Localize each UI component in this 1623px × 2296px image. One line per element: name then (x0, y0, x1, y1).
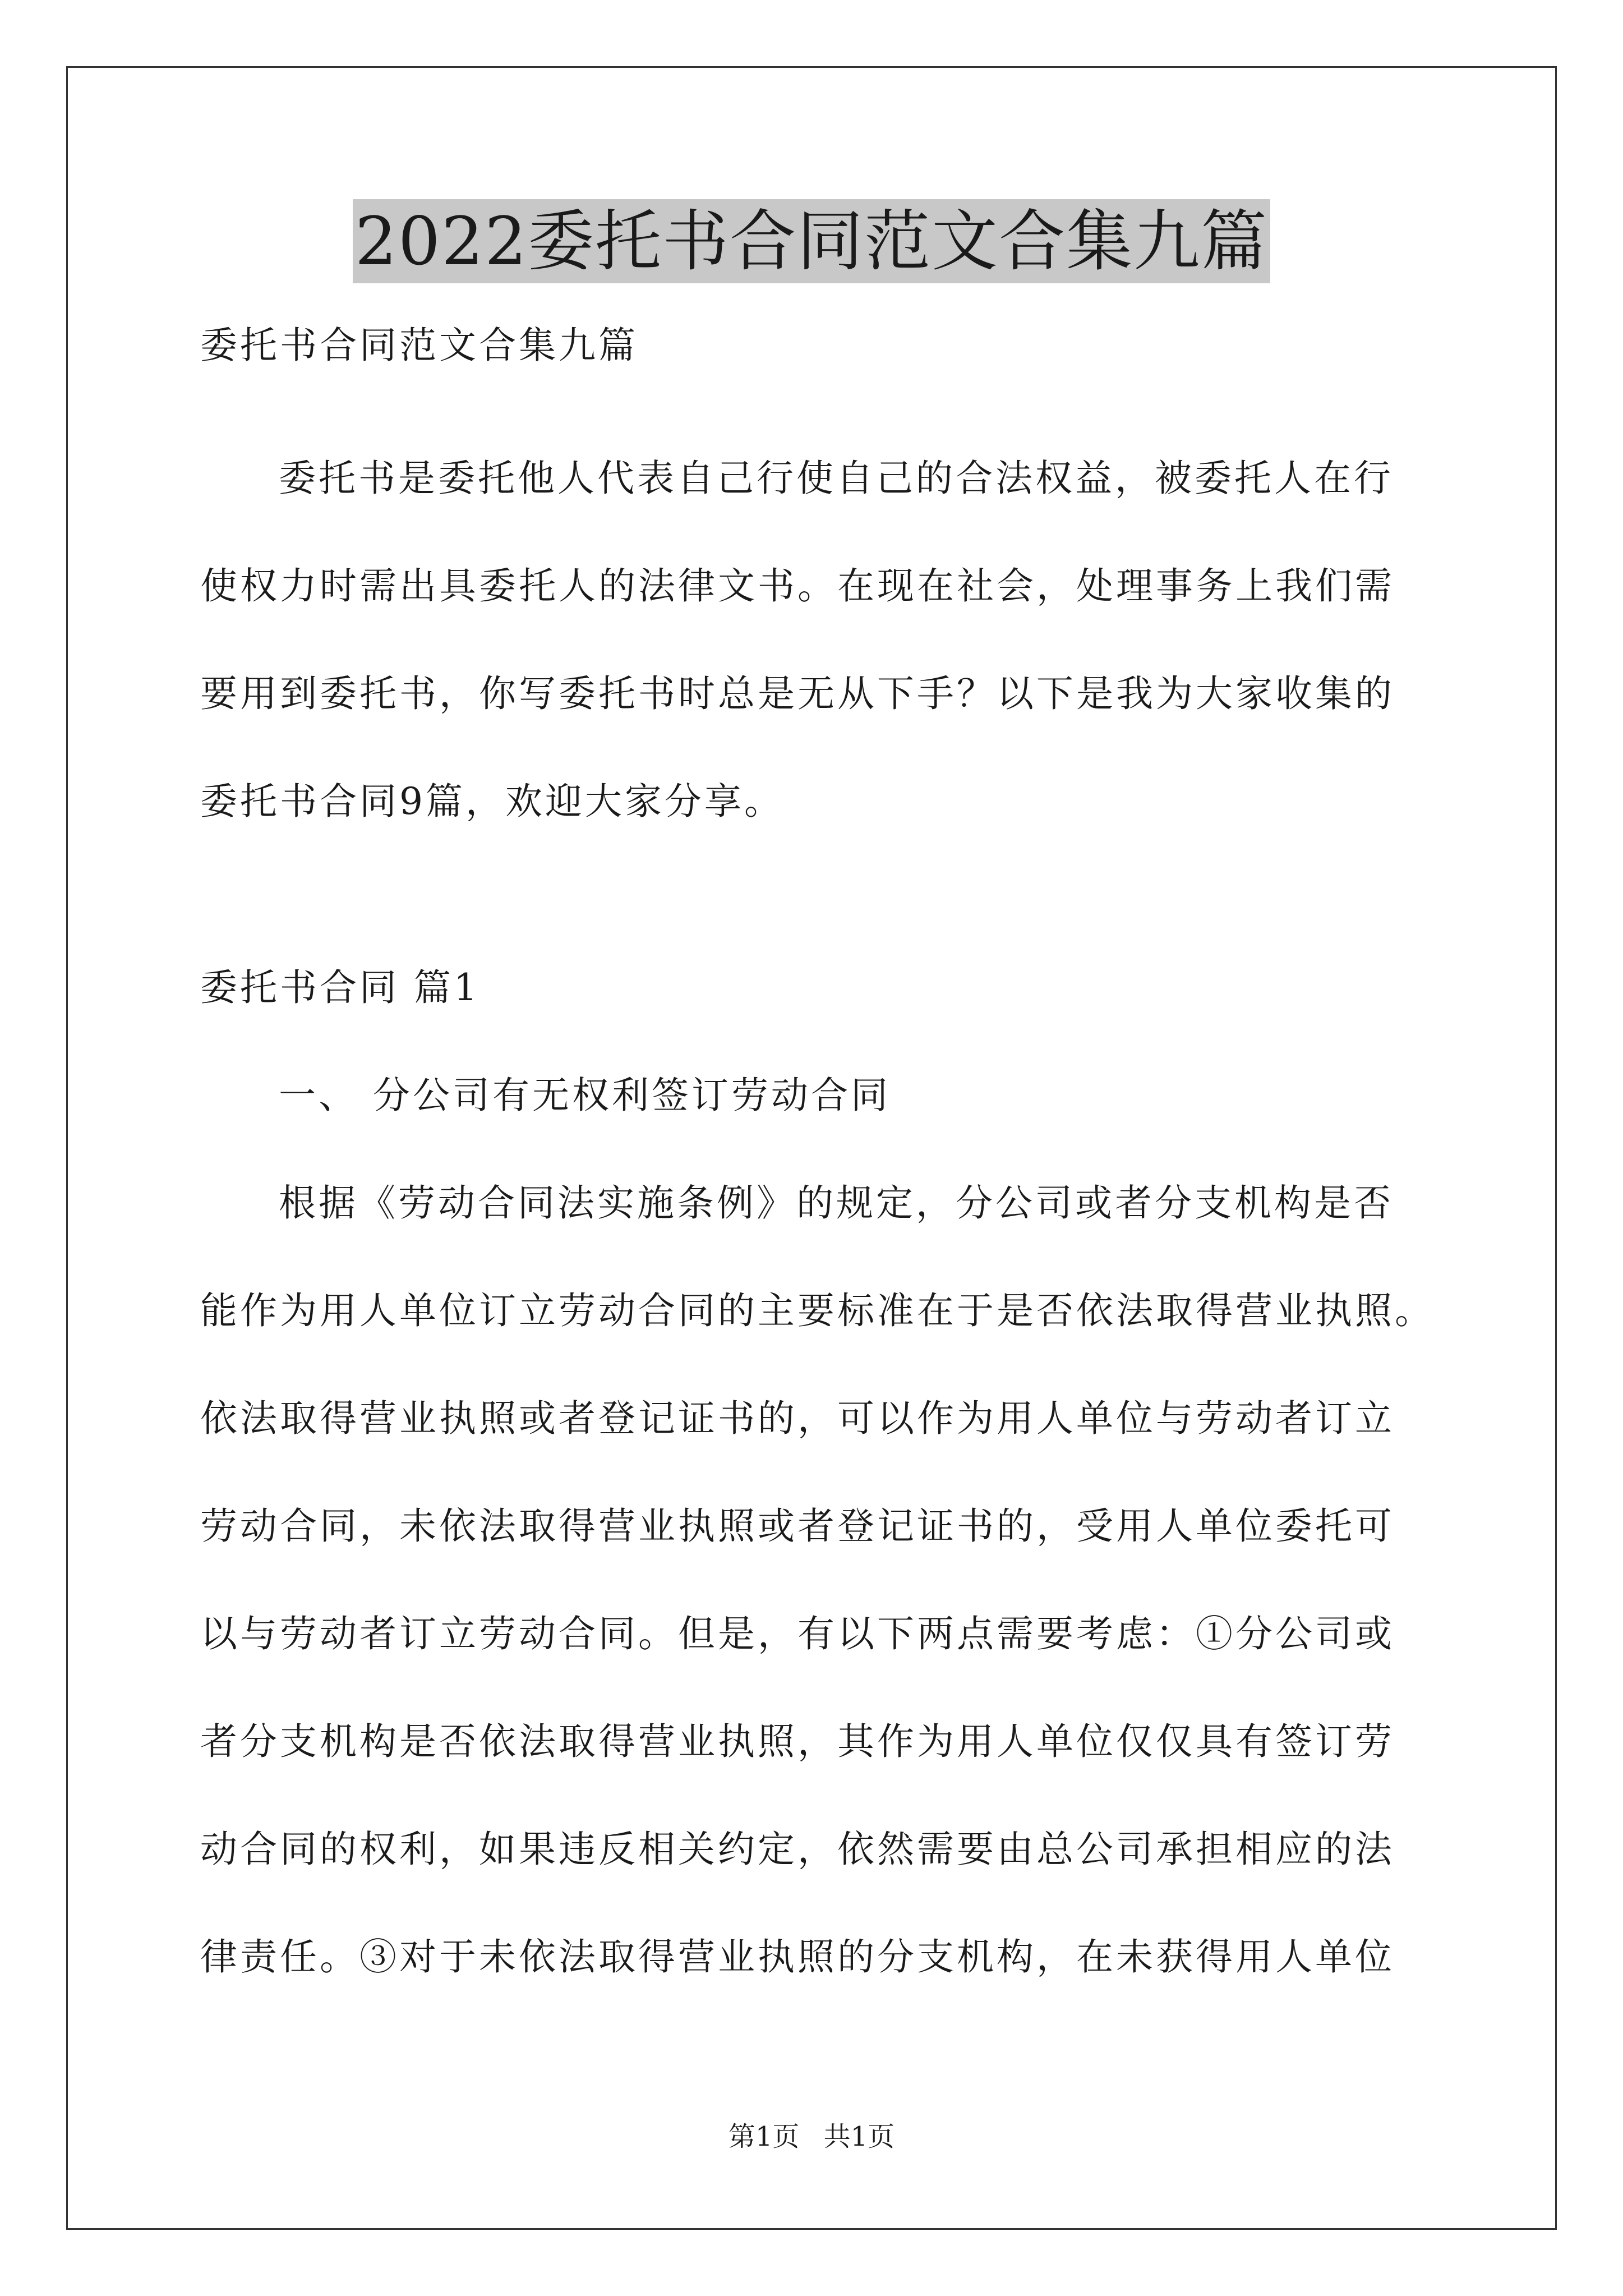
title-area (0, 199, 1623, 283)
section-heading: 委托书合同 篇1 (200, 966, 480, 1009)
document-body (200, 292, 1435, 2011)
document-title: 2022委托书合同范文合集九篇 (353, 199, 1270, 283)
body-line: 者分支机构是否依法取得营业执照，其作为用人单位仅仅具有签订劳 (200, 1720, 1395, 1763)
body-line: 根据《劳动合同法实施条例》的规定，分公司或者分支机构是否 (279, 1181, 1394, 1225)
page-number: 第1页 (728, 2121, 800, 2152)
body-line: 律责任。③对于未依法取得营业执照的分支机构，在未获得用人单位 (200, 1935, 1395, 1978)
body-line: 劳动合同，未依法取得营业执照或者登记证书的，受用人单位委托可 (200, 1504, 1395, 1548)
document-subtitle: 委托书合同范文合集九篇 (200, 324, 638, 367)
intro-line: 委托书是委托他人代表自己行使自己的合法权益，被委托人在行 (279, 457, 1394, 500)
body-line: 以与劳动者订立劳动合同。但是，有以下两点需要考虑：①分公司或 (200, 1612, 1395, 1655)
body-line: 动合同的权利，如果违反相关约定，依然需要由总公司承担相应的法 (200, 1828, 1395, 1871)
page-footer (0, 2115, 1623, 2154)
intro-line: 要用到委托书，你写委托书时总是无从下手？以下是我为大家收集的 (200, 672, 1395, 715)
intro-line: 使权力时需出具委托人的法律文书。在现在社会，处理事务上我们需 (200, 564, 1395, 608)
item-heading: 一、 分公司有无权利签订劳动合同 (279, 1074, 891, 1117)
page-total: 共1页 (823, 2121, 895, 2152)
intro-line: 委托书合同9篇，欢迎大家分享。 (200, 780, 784, 823)
body-line: 能作为用人单位订立劳动合同的主要标准在于是否依法取得营业执照。 (200, 1289, 1435, 1332)
body-line: 依法取得营业执照或者登记证书的，可以作为用人单位与劳动者订立 (200, 1397, 1395, 1440)
